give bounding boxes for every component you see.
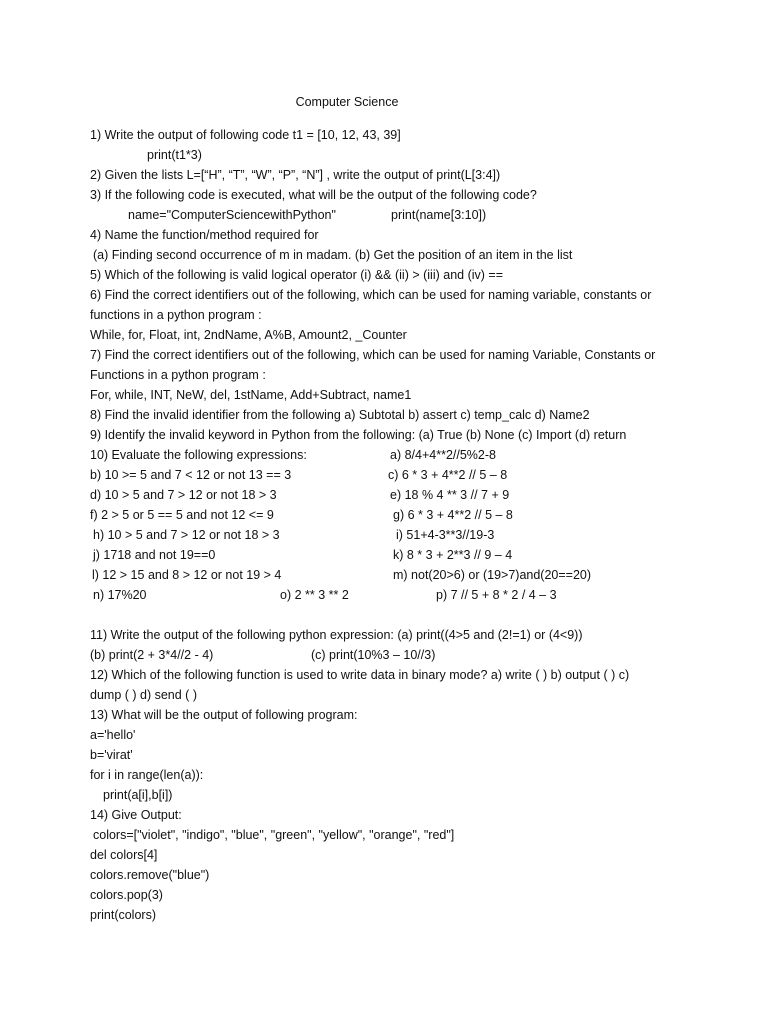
expression: m) not(20>6) or (19>7)and(20==20)	[393, 568, 592, 582]
question-6-options: While, for, Float, int, 2ndName, A%B, Amount2, _Counter	[90, 328, 407, 342]
question-6-cont: functions in a python program :	[90, 308, 262, 322]
code-line: b='virat'	[90, 748, 133, 762]
question-7: 7) Find the correct identifiers out of the following, which can be used for naming Variable, Constants or	[90, 348, 656, 362]
question-12: 12) Which of the following function is used to write data in binary mode? a) write ( ) b) output ( ) c)	[90, 668, 630, 682]
question-7-cont: Functions in a python program :	[90, 368, 266, 382]
expression: d) 10 > 5 and 7 > 12 or not 18 > 3	[90, 488, 277, 502]
expression: a) 8/4+4**2//5%2-8	[390, 448, 496, 462]
question-3-code	[90, 205, 710, 225]
question-list	[90, 125, 710, 925]
code-line: print(colors)	[90, 908, 156, 922]
expression: p) 7 // 5 + 8 * 2 / 4 – 3	[436, 588, 557, 602]
page-title: Computer Science	[295, 95, 399, 109]
expression-row	[90, 485, 710, 505]
question-4: 4) Name the function/method required for	[90, 228, 319, 242]
code-line: for i in range(len(a)):	[90, 768, 204, 782]
question-5: 5) Which of the following is valid logical operator (i) && (ii) > (iii) and (iv) ==	[90, 268, 504, 282]
expression-row	[90, 525, 710, 545]
question-2: 2) Given the lists L=[“H”, “T”, “W”, “P”, “N”] , write the output of print(L[3:4])	[90, 168, 501, 182]
code-line: colors.remove("blue")	[90, 868, 210, 882]
question-6: 6) Find the correct identifiers out of the following, which can be used for naming variable, constants or	[90, 288, 652, 302]
code-line: colors=["violet", "indigo", "blue", "green", "yellow", "orange", "red"]	[93, 828, 455, 842]
expression: j) 1718 and not 19==0	[93, 548, 216, 562]
question-14: 14) Give Output:	[90, 808, 182, 822]
expression: f) 2 > 5 or 5 == 5 and not 12 <= 9	[90, 508, 274, 522]
code-line: colors.pop(3)	[90, 888, 163, 902]
expression: k) 8 * 3 + 2**3 // 9 – 4	[393, 548, 513, 562]
question-3: 3) If the following code is executed, what will be the output of the following code?	[90, 188, 537, 202]
expression: n) 17%20	[93, 588, 147, 602]
question-1-code	[90, 145, 710, 165]
expression: c) 6 * 3 + 4**2 // 5 – 8	[388, 468, 508, 482]
question-text: 10) Evaluate the following expressions:	[90, 448, 307, 462]
code-line-indented	[90, 785, 710, 805]
expression: i) 51+4-3**3//19-3	[396, 528, 495, 542]
code-line: name="ComputerSciencewithPython"	[128, 208, 336, 222]
question-11-parts	[90, 645, 710, 665]
expression-row	[90, 465, 710, 485]
expression-row	[90, 565, 710, 585]
question-1: 1) Write the output of following code t1 = [10, 12, 43, 39]	[90, 128, 401, 142]
expression: b) 10 >= 5 and 7 < 12 or not 13 == 3	[90, 468, 292, 482]
expression-row	[90, 585, 710, 605]
question-text: (a) Finding second occurrence of m in madam. (b) Get the position of an item in the list	[93, 248, 573, 262]
question-7-options: For, while, INT, NeW, del, 1stName, Add+Subtract, name1	[90, 388, 412, 402]
code-line: print(name[3:10])	[391, 208, 487, 222]
code-line: a='hello'	[90, 728, 136, 742]
question-12-cont: dump ( ) d) send ( )	[90, 688, 197, 702]
expression: o) 2 ** 3 ** 2	[280, 588, 349, 602]
code-line: print(t1*3)	[147, 148, 202, 162]
question-11: 11) Write the output of the following python expression: (a) print((4>5 and (2!=1) or (4<9))	[90, 628, 583, 642]
expression: l) 12 > 15 and 8 > 12 or not 19 > 4	[92, 568, 282, 582]
question-4-parts	[90, 245, 710, 265]
expression-row	[90, 505, 710, 525]
code-line: del colors[4]	[90, 848, 158, 862]
question-9: 9) Identify the invalid keyword in Python from the following: (a) True (b) None (c) Import (d) return	[90, 428, 627, 442]
code-line-indented	[90, 825, 710, 845]
expression: (b) print(2 + 3*4//2 - 4)	[90, 648, 214, 662]
expression: e) 18 % 4 ** 3 // 7 + 9	[390, 488, 510, 502]
question-10	[90, 445, 710, 465]
question-13: 13) What will be the output of following program:	[90, 708, 358, 722]
code-line: print(a[i],b[i])	[103, 788, 173, 802]
question-8: 8) Find the invalid identifier from the following a) Subtotal b) assert c) temp_calc d) Name2	[90, 408, 590, 422]
expression: (c) print(10%3 – 10//3)	[311, 648, 436, 662]
spacer	[90, 605, 710, 625]
expression: h) 10 > 5 and 7 > 12 or not 18 > 3	[93, 528, 280, 542]
expression: g) 6 * 3 + 4**2 // 5 – 8	[393, 508, 513, 522]
expression-row	[90, 545, 710, 565]
